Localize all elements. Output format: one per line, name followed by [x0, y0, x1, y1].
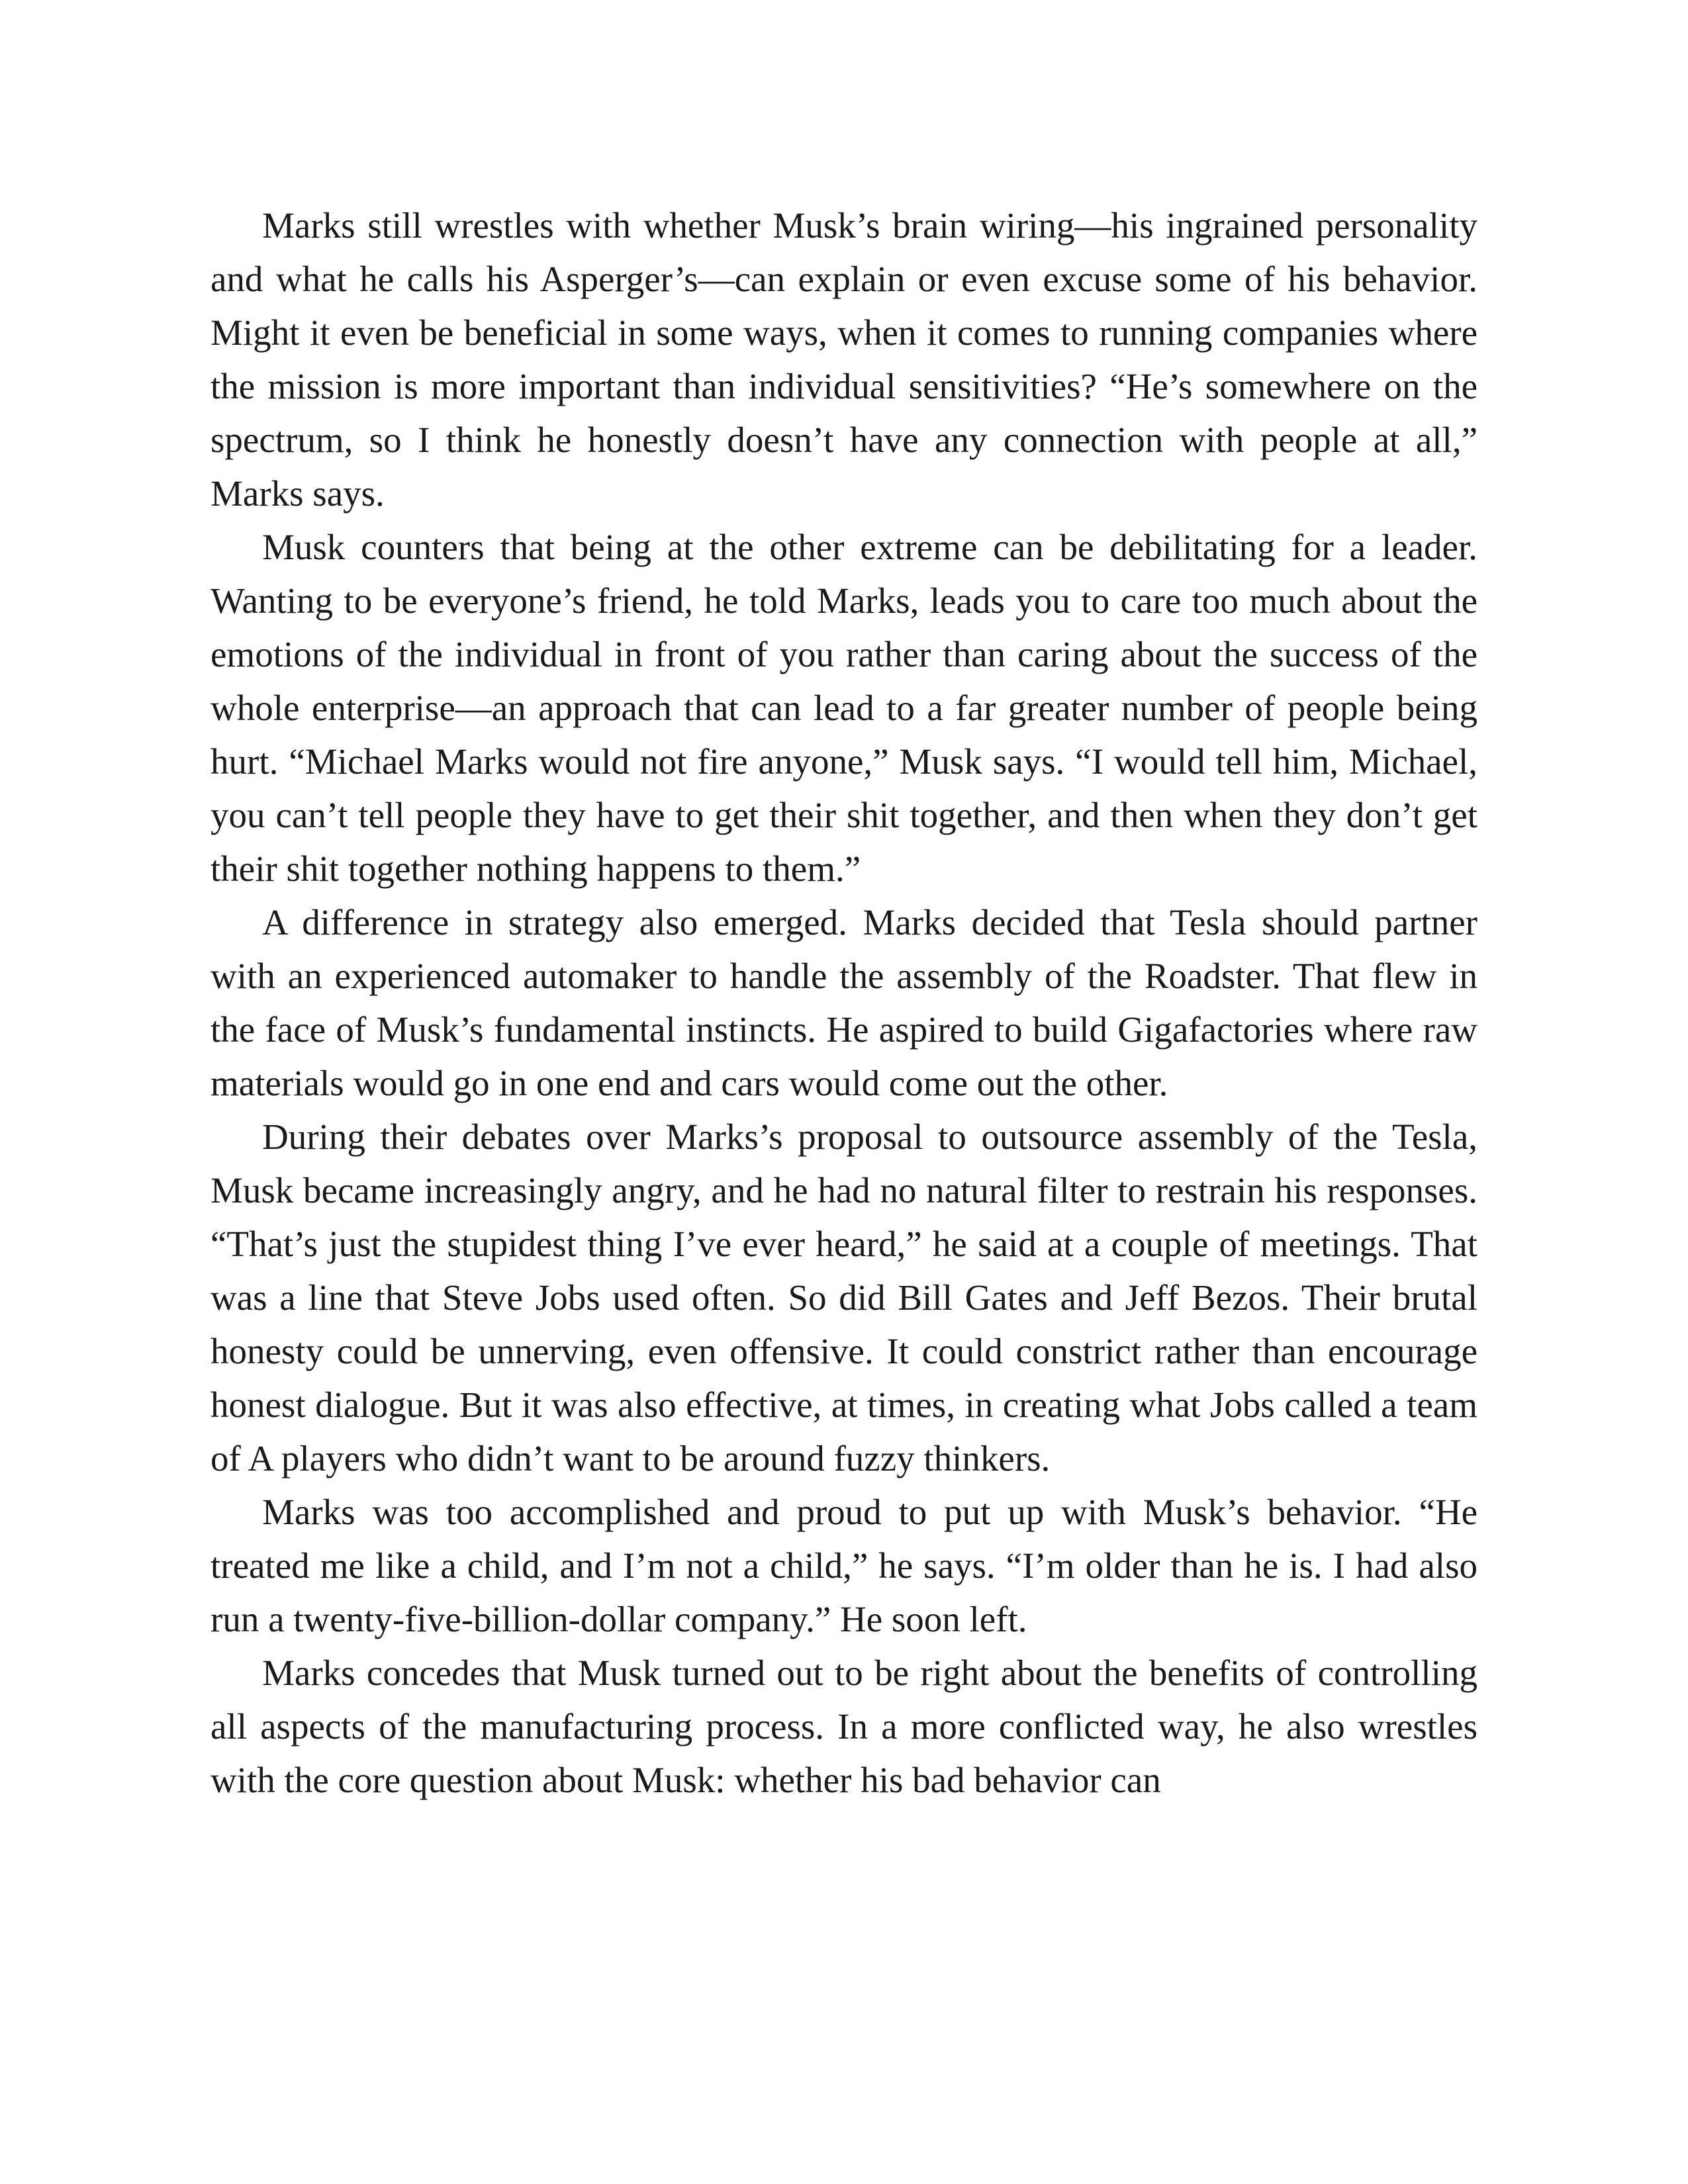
paragraph: Marks still wrestles with whether Musk’s brain wiring—his ingrained personality and what he calls his Asperger’s—can explain or even excuse some of his behavior. Might it even be beneficial in some ways, when it comes to running companies where the mission is more important than individual sensitivities? “He’s somewhere on the spectrum, so I think he honestly doesn’t have any connection with people at all,” Marks says. — [211, 205, 1477, 514]
paragraph: During their debates over Marks’s proposal to outsource assembly of the Tesla, Musk became increasingly angry, and he had no natural filter to restrain his responses. “That’s just the stupidest thing I’ve ever heard,” he said at a couple of meetings. That was a line that Steve Jobs used often. So did Bill Gates and Jeff Bezos. Their brutal honesty could be unnerving, even offensive. It could constrict rather than encourage honest dialogue. But it was also effective, at times, in creating what Jobs called a team of A players who didn’t want to be around fuzzy thinkers. — [211, 1116, 1477, 1479]
paragraph: Musk counters that being at the other extreme can be debilitating for a leader. Wanting to be everyone’s friend, he told Marks, leads you to care too much about the emotions of the individual in front of you rather than caring about the success of the whole enterprise—an approach that can lead to a far greater number of people being hurt. “Michael Marks would not fire anyone,” Musk says. “I would tell him, Michael, you can’t tell people they have to get their shit together, and then when they don’t get their shit together nothing happens to them.” — [211, 527, 1477, 889]
paragraph: Marks was too accomplished and proud to put up with Musk’s behavior. “He treated me like a child, and I’m not a child,” he says. “I’m older than he is. I had also run a twenty-five-billion-dollar company.” He soon left. — [211, 1492, 1477, 1639]
page-body — [211, 199, 1477, 1807]
paragraph: A difference in strategy also emerged. Marks decided that Tesla should partner with an experienced automaker to handle the assembly of the Roadster. That flew in the face of Musk’s fundamental instincts. He aspired to build Gigafactories where raw materials would go in one end and cars would come out the other. — [211, 902, 1477, 1103]
paragraph: Marks concedes that Musk turned out to be right about the benefits of controlling all aspects of the manufacturing process. In a more conflicted way, he also wrestles with the core question about Musk: whether his bad behavior can — [211, 1653, 1477, 1800]
